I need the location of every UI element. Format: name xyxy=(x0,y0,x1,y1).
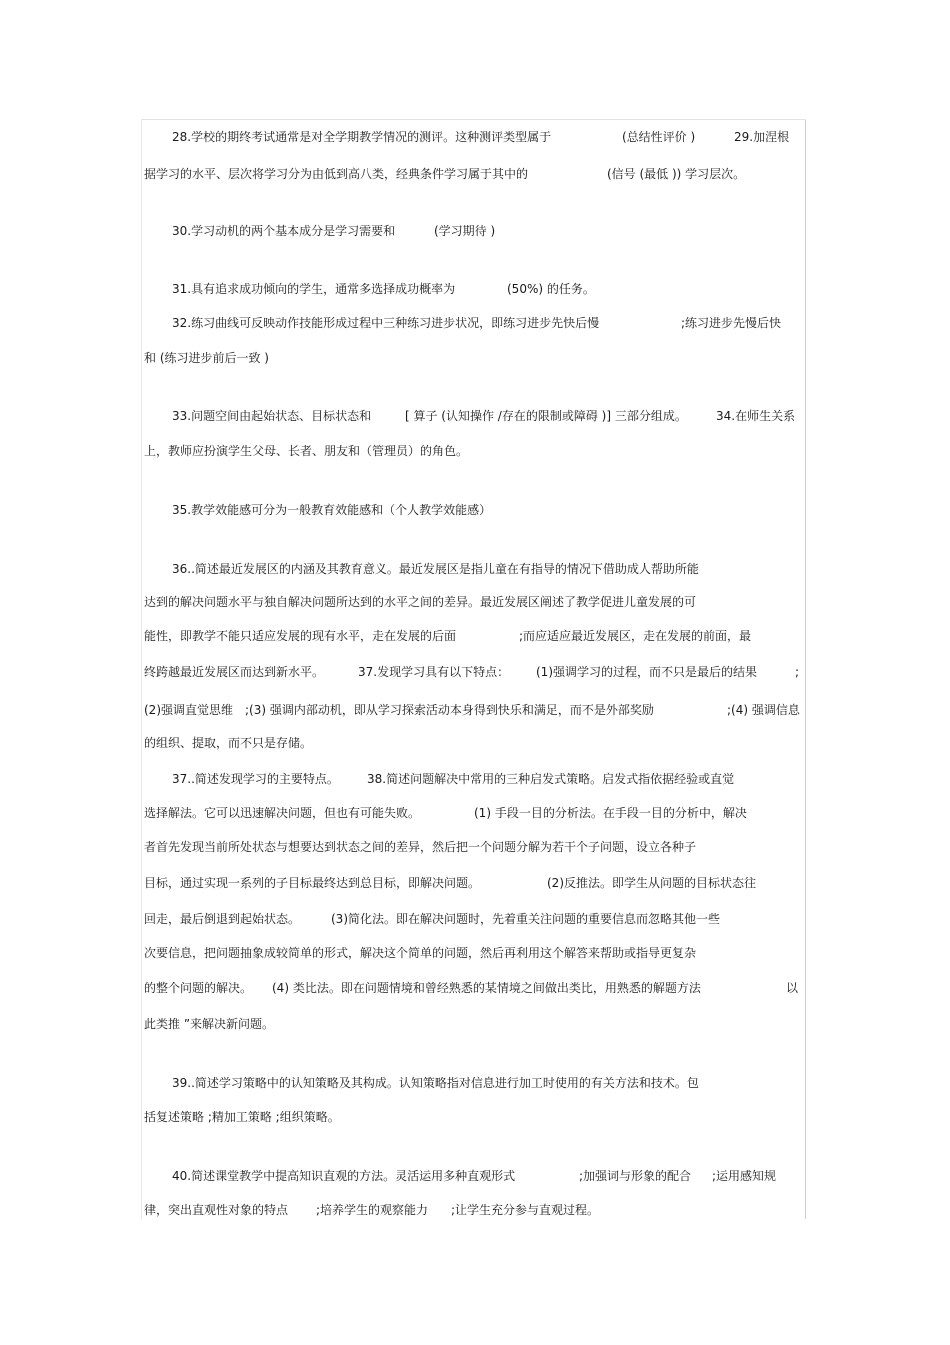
text-line-7-part-3: 34.在师生关系 xyxy=(716,409,796,423)
text-line-19-part-2: (2)反推法。即学生从问题的目标状态往 xyxy=(547,876,756,890)
text-line-5-part-2: ;练习进步先慢后快 xyxy=(681,316,782,330)
text-line-11-part-1: 达到的解决问题水平与独自解决问题所达到的水平之间的差异。最近发展区阐述了教学促进儿童发展的可 xyxy=(144,595,697,609)
text-line-22-part-2: (4) 类比法。即在问题情境和曾经熟悉的某情境之间做出类比，用熟悉的解题方法 xyxy=(272,981,701,995)
text-line-20-part-2: (3)简化法。即在解决问题时，先着重关注问题的重要信息而忽略其他一些 xyxy=(331,912,721,926)
text-line-15-part-1: 的组织、提取，而不只是存储。 xyxy=(144,736,313,750)
text-line-23-part-1: 此类推 ”来解决新问题。 xyxy=(144,1017,275,1031)
text-line-6-part-1: 和 (练习进步前后一致 ) xyxy=(144,351,269,365)
text-line-13-part-4: ; xyxy=(795,665,800,679)
text-line-22-part-1: 的整个问题的解决。 xyxy=(144,981,253,995)
text-line-5-part-1: 32.练习曲线可反映动作技能形成过程中三种练习进步状况，即练习进步先快后慢 xyxy=(172,316,600,330)
text-line-27-part-2: ;培养学生的观察能力 xyxy=(316,1203,429,1217)
text-line-22-part-3: 以 xyxy=(786,981,799,995)
text-line-14-part-3: ;(4) 强调信息 xyxy=(727,703,800,717)
text-line-8-part-1: 上，教师应扮演学生父母、长者、朋友和（管理员）的角色。 xyxy=(144,444,469,458)
text-line-4-part-2: (50%) 的任务。 xyxy=(507,282,595,296)
text-line-27-part-1: 律，突出直观性对象的特点 xyxy=(144,1203,289,1217)
text-line-17-part-2: (1) 手段一目的分析法。在手段一目的分析中，解决 xyxy=(474,806,747,820)
text-line-9-part-1: 35.教学效能感可分为一般教育效能感和（个人教学效能感） xyxy=(172,503,492,517)
page-frame-left-rule xyxy=(141,119,142,1219)
text-line-27-part-3: ;让学生充分参与直观过程。 xyxy=(451,1203,600,1217)
text-line-20-part-1: 回走，最后倒退到起始状态。 xyxy=(144,912,301,926)
text-line-2-part-2: (信号 (最低 )) 学习层次。 xyxy=(607,167,746,181)
text-line-3-part-1: 30.学习动机的两个基本成分是学习需要和 xyxy=(172,224,396,238)
text-line-19-part-1: 目标，通过实现一系列的子目标最终达到总目标，即解决问题。 xyxy=(144,876,481,890)
text-line-13-part-2: 37.发现学习具有以下特点： xyxy=(358,665,510,679)
text-line-13-part-1: 终跨越最近发展区而达到新水平。 xyxy=(144,665,325,679)
text-line-21-part-1: 次要信息，把问题抽象成较简单的形式，解决这个简单的问题，然后再利用这个解答来帮助或指导更复杂 xyxy=(144,946,697,960)
text-line-16-part-1: 37..简述发现学习的主要特点。 xyxy=(172,772,339,786)
text-line-14-part-2: ;(3) 强调内部动机，即从学习探索活动本身得到快乐和满足，而不是外部奖励 xyxy=(245,703,654,717)
text-line-1-part-1: 28.学校的期终考试通常是对全学期教学情况的测评。这种测评类型属于 xyxy=(172,130,552,144)
text-line-1-part-3: 29.加涅根 xyxy=(734,130,790,144)
text-line-26-part-1: 40.简述课堂教学中提高知识直观的方法。灵活运用多种直观形式 xyxy=(172,1169,516,1183)
text-line-10-part-1: 36..简述最近发展区的内涵及其教育意义。最近发展区是指儿童在有指导的情况下借助成人帮助所能 xyxy=(172,562,699,576)
text-line-2-part-1: 据学习的水平、层次将学习分为由低到高八类，经典条件学习属于其中的 xyxy=(144,167,529,181)
page-frame-top-rule xyxy=(141,119,806,120)
text-line-17-part-1: 选择解法。它可以迅速解决问题，但也有可能失败。 xyxy=(144,806,421,820)
text-line-7-part-2: [ 算子 (认知操作 /存在的限制或障碍 )] 三部分组成。 xyxy=(405,409,687,423)
text-line-13-part-3: (1)强调学习的过程，而不只是最后的结果 xyxy=(536,665,757,679)
text-line-7-part-1: 33.问题空间由起始状态、目标状态和 xyxy=(172,409,372,423)
text-line-25-part-1: 括复述策略 ;精加工策略 ;组织策略。 xyxy=(144,1110,340,1124)
text-line-26-part-3: ;运用感知规 xyxy=(712,1169,777,1183)
text-line-26-part-2: ;加强词与形象的配合 xyxy=(579,1169,692,1183)
text-line-3-part-2: (学习期待 ) xyxy=(434,224,496,238)
text-line-12-part-1: 能性，即教学不能只适应发展的现有水平，走在发展的后面 xyxy=(144,629,457,643)
text-line-4-part-1: 31.具有追求成功倾向的学生，通常多选择成功概率为 xyxy=(172,282,456,296)
text-line-1-part-2: (总结性评价 ) xyxy=(622,130,696,144)
text-line-12-part-2: ;而应适应最近发展区，走在发展的前面，最 xyxy=(519,629,752,643)
text-line-18-part-1: 者首先发现当前所处状态与想要达到状态之间的差异，然后把一个问题分解为若干个子问题，设立各种子 xyxy=(144,840,697,854)
text-line-24-part-1: 39..简述学习策略中的认知策略及其构成。认知策略指对信息进行加工时使用的有关方法和技术。包 xyxy=(172,1076,699,1090)
text-line-14-part-1: (2)强调直觉思维 xyxy=(144,703,233,717)
text-line-16-part-2: 38.简述问题解决中常用的三种启发式策略。启发式指依据经验或直觉 xyxy=(367,772,735,786)
